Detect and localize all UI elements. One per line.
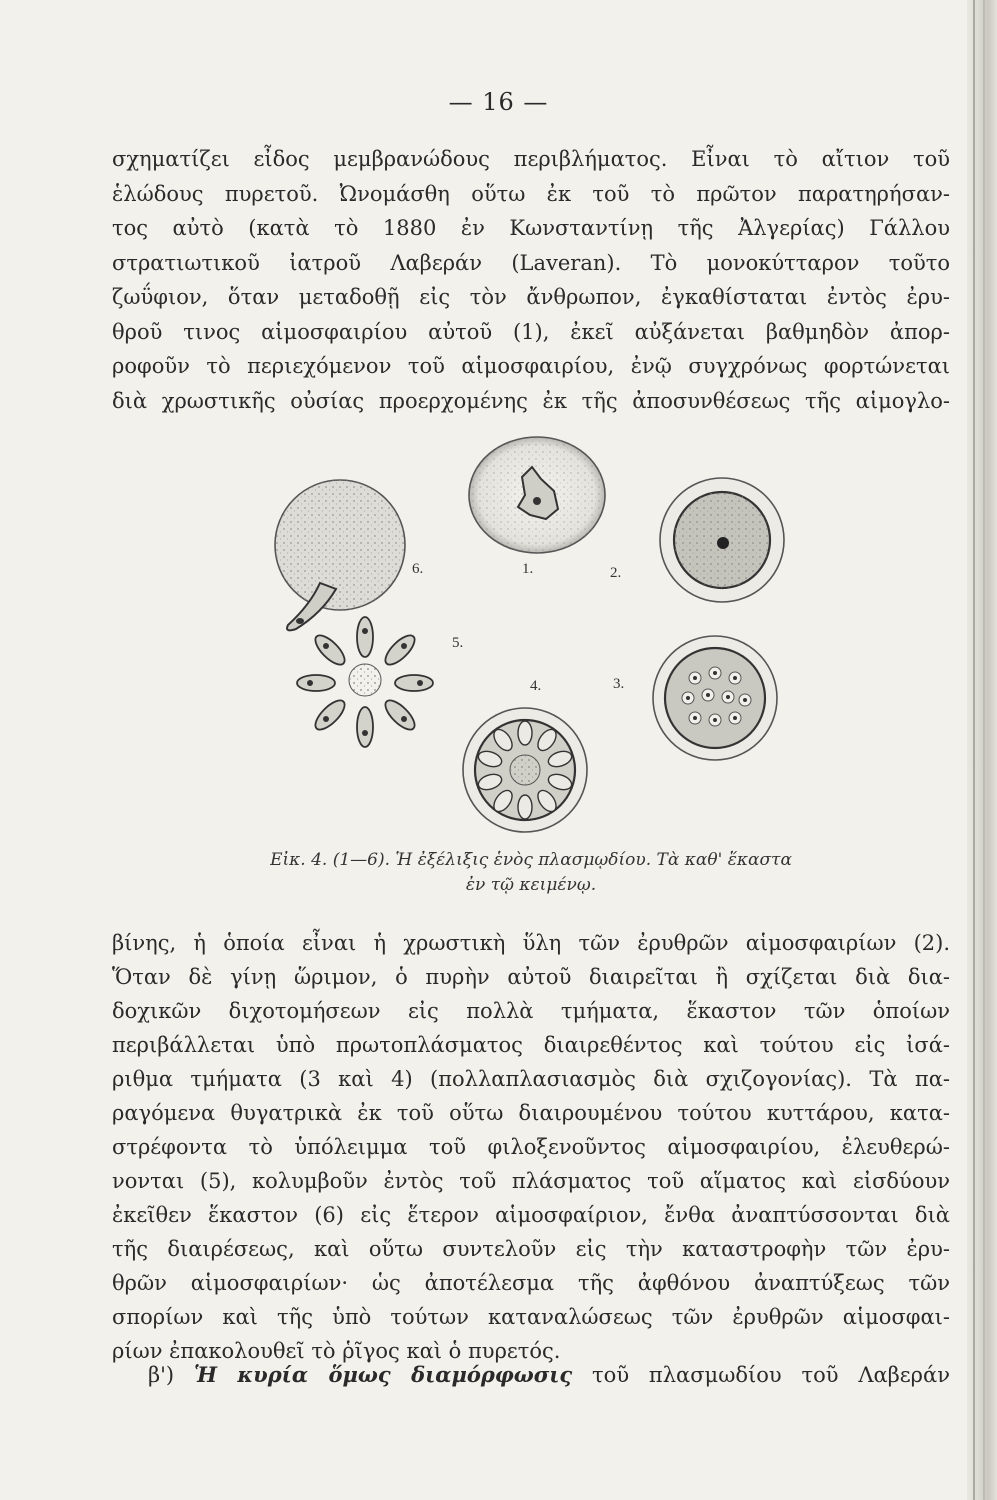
cell-stage-6	[275, 480, 405, 630]
text-line: δοχικῶν διχοτομήσεων εἰς πολλὰ τμήματα, ἕκαστον τῶν ὁποίων	[112, 999, 950, 1023]
figure-label-1: 1.	[522, 561, 534, 577]
paragraph-bottom	[112, 926, 950, 1368]
text-line: νονται (5), κολυμβοῦν ἐντὸς τοῦ πλάσματος τοῦ αἵματος καὶ εἰσδύουν	[112, 1169, 950, 1193]
section-title: Ἡ κυρία ὅμως διαμόρφωσις	[193, 1362, 573, 1387]
text-line: τος αὐτὸ (κατὰ τὸ 1880 ἐν Κωνσταντίνῃ τῆς Ἀλγερίας) Γάλλου	[112, 216, 950, 240]
cell-stage-1	[469, 437, 605, 553]
section-rest: τοῦ πλασμωδίου τοῦ Λαβεράν	[572, 1363, 950, 1387]
figure-label-2: 2.	[610, 565, 622, 581]
figure-caption-line-2: ἐν τῷ κειμένῳ.	[465, 875, 597, 895]
figure-caption-line-1: Εἰκ. 4. (1—6). Ἡ ἐξέλιξις ἑνὸς πλασμῳδίου. Τὰ καθ' ἕκαστα	[270, 850, 792, 870]
text-line: σχηματίζει εἶδος μεμβρανώδους περιβλήματος. Εἶναι τὸ αἴτιον τοῦ	[112, 147, 950, 171]
text-line: ζωΰφιον, ὅταν μεταδοθῇ εἰς τὸν ἄνθρωπον, ἐγκαθίσταται ἐντὸς ἐρυ-	[112, 285, 950, 309]
cell-stage-2	[660, 478, 784, 602]
text-line: βίνης, ἡ ὁποία εἶναι ἡ χρωστικὴ ὕλη τῶν ἐρυθρῶν αἱμοσφαιρίων (2).	[112, 931, 950, 955]
text-line: σπορίων καὶ τῆς ὑπὸ τούτων καταναλώσεως τῶν ἐρυθρῶν αἱμοσφαι-	[112, 1305, 950, 1329]
text-line: στρέφοντα τὸ ὑπόλειμμα τοῦ φιλοξενοῦντος αἱμοσφαιρίου, ἐλευθερώ-	[112, 1135, 950, 1159]
text-line: ραγόμενα θυγατρικὰ ἐκ τοῦ οὕτω διαιρουμένου τούτου κυττάρου, κατα-	[112, 1101, 950, 1125]
figure-label-6: 6.	[412, 561, 424, 577]
cell-stage-4	[463, 708, 587, 832]
text-line: τῆς διαιρέσεως, καὶ οὕτω συντελοῦν εἰς τὴν καταστροφὴν τῶν ἐρυ-	[112, 1237, 950, 1261]
text-line: ρίων ἐπακολουθεῖ τὸ ῥῖγος καὶ ὁ πυρετός.	[112, 1339, 561, 1363]
paragraph-top	[112, 142, 950, 418]
cell-stage-5	[297, 617, 433, 747]
section-marker: β')	[148, 1363, 194, 1387]
plasmodium-figure	[240, 415, 800, 845]
figure-label-4: 4.	[530, 678, 542, 694]
text-line: περιβάλλεται ὑπὸ πρωτοπλάσματος διαιρεθέντος καὶ τούτου εἰς ἰσά-	[112, 1033, 950, 1057]
figure-label-5: 5.	[452, 635, 464, 651]
page-edge	[967, 0, 997, 1500]
text-line: ἑλώδους πυρετοῦ. Ὠνομάσθη οὕτω ἐκ τοῦ τὸ πρῶτον παρατηρήσαν-	[112, 181, 950, 206]
figure-label-3: 3.	[613, 676, 625, 692]
text-line: θρῶν αἱμοσφαιρίων· ὡς ἀποτέλεσμα τῆς ἀφθόνου ἀναπτύξεως τῶν	[112, 1271, 950, 1295]
text-line: θροῦ τινος αἱμοσφαιρίου αὐτοῦ (1), ἐκεῖ αὐξάνεται βαθμηδὸν ἀπορ-	[112, 319, 950, 344]
text-line: ροφοῦν τὸ περιεχόμενον τοῦ αἱμοσφαιρίου, ἐνῷ συγχρόνως φορτώνεται	[112, 354, 950, 378]
edge-line	[973, 0, 975, 1500]
text-line: ἐκεῖθεν ἕκαστον (6) εἰς ἕτερον αἱμοσφαίριον, ἔνθα ἀναπτύσσονται διὰ	[112, 1203, 950, 1227]
text-line: διὰ χρωστικῆς οὐσίας προερχομένης ἐκ τῆς ἀποσυνθέσεως τῆς αἱμογλο-	[112, 388, 950, 413]
cell-stage-3	[653, 636, 777, 760]
text-line: στρατιωτικοῦ ἰατροῦ Λαβεράν (Laveran). Τὸ μονοκύτταρον τοῦτο	[112, 250, 950, 275]
text-line: ριθμα τμήματα (3 καὶ 4) (πολλαπλασιασμὸς διὰ σχιζογονίας). Τὰ πα-	[112, 1067, 950, 1091]
text-line: Ὅταν δὲ γίνῃ ὥριμον, ὁ πυρὴν αὐτοῦ διαιρεῖται ἢ σχίζεται διὰ δια-	[112, 965, 950, 989]
section-heading	[148, 1357, 950, 1393]
page-number: — 16 —	[448, 88, 549, 116]
edge-line	[983, 0, 985, 1500]
